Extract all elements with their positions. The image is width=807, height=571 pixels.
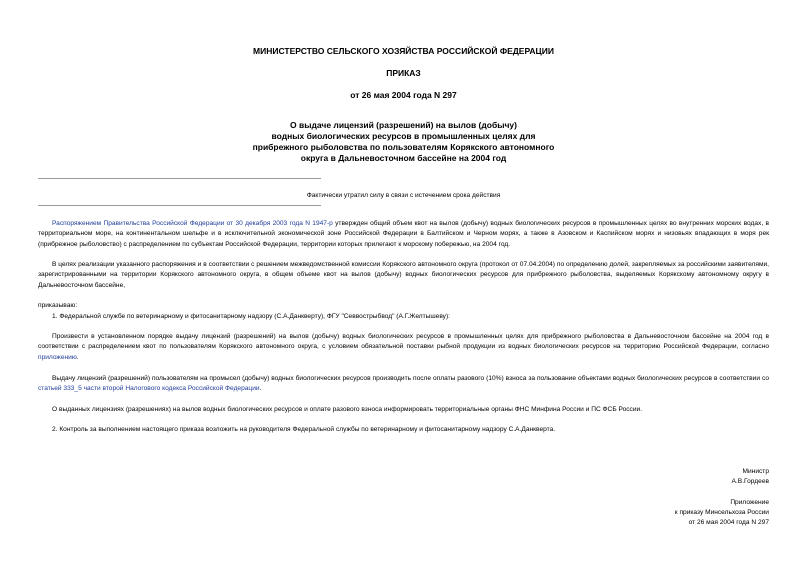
document-date: от 26 мая 2004 года N 297 xyxy=(350,90,457,100)
paragraph-6-end: . xyxy=(259,385,262,393)
status-note: Фактически утратил силу в связи с истечением срока действия xyxy=(306,192,501,199)
paragraph-5-text: Произвести в установленном порядке выдачу лицензий (разрешений) на вылов (добычу) водных биологических ресурсов в промышленных целях для прибрежного рыболовства в Дальневосточном бассейне на 2004 год в соответствии с распределением квот по пользователям Корякского автономного округа, с условием обязательной поставки рыбной продукции из водных биологических ресурсов на территорию Российской Федерации, согласно xyxy=(38,333,769,351)
title-line-4: округа в Дальневосточном бассейне на 2004 год xyxy=(300,153,507,163)
paragraph-5-end: . xyxy=(76,353,79,361)
paragraph-8: 2. Контроль за выполнением настоящего приказа возложить на руководителя Федеральной службы по ветеринарному и фитосанитарному надзору С.А.Данкверта. xyxy=(52,426,556,433)
appendix-label: Приложение xyxy=(730,499,769,506)
tax-code-link[interactable]: статьей 333_5 части второй Налогового кодекса Российской Федерации xyxy=(38,385,260,393)
title-line-2: водных биологических ресурсов в промышленных целях для xyxy=(271,131,536,141)
title-line-1: О выдаче лицензий (разрешений) на вылов (добычу) xyxy=(290,120,517,130)
appendix-reference: к приказу Минсельхоза России xyxy=(674,509,769,516)
paragraph-3: приказываю: xyxy=(38,302,78,309)
ministry-heading: МИНИСТЕРСТВО СЕЛЬСКОГО ХОЗЯЙСТВА РОССИЙСКОЙ ФЕДЕРАЦИИ xyxy=(253,46,554,56)
paragraph-6 xyxy=(38,374,769,395)
document-type: ПРИКАЗ xyxy=(386,68,421,78)
divider-top xyxy=(38,178,321,179)
paragraph-4: 1. Федеральной службе по ветеринарному и фитосанитарному надзору (С.А.Данкверту), ФГУ "Севвострыбвод" (А.Г.Желтышеву): xyxy=(52,313,451,320)
signature-name: А.В.Гордеев xyxy=(731,478,769,485)
signature-position: Министр xyxy=(742,468,769,475)
paragraph-6-text: Выдачу лицензий (разрешений) пользователям на промысел (добычу) водных биологических ресурсов производить после оплаты разового (10%) взноса за пользование объектами водных биологических ресурсов в соответствии со xyxy=(52,375,769,382)
paragraph-5 xyxy=(38,332,769,363)
title-line-3: прибрежного рыболовства по пользователям Корякского автономного xyxy=(252,142,555,152)
appendix-date: от 26 мая 2004 года N 297 xyxy=(688,519,769,526)
divider-bottom xyxy=(38,205,321,206)
paragraph-2: В целях реализации указанного распоряжения и в соответствии с решением межведомственной комиссии Корякского автономного округа (протокол от 07.04.2004) по определению долей, закрепляемых за российскими заявителями, зарегистрированными на территории Корякского автономного округа, в общем объеме квот на вылов (добычу) водных биологических ресурсов для прибрежного рыболовства, выделяемых Корякскому автономному округу в Дальневосточном бассейне, xyxy=(38,261,769,289)
paragraph-1 xyxy=(38,219,769,250)
appendix-link[interactable]: приложению xyxy=(38,353,77,361)
paragraph-7: О выданных лицензиях (разрешениях) на вылов водных биологических ресурсов и оплате разового взноса информировать территориальные органы ФНС Минфина России и ПС ФСБ России. xyxy=(52,406,643,413)
government-order-link[interactable]: Распоряжением Правительства Российской Федерации от 30 декабря 2003 года N 1947-р xyxy=(52,220,333,227)
paragraph-1-text: утвержден общий объем квот на вылов (добычу) водных биологических ресурсов в промышленных целях во внутренних морских водах, в территориальном море, на континентальном шельфе и в исключительной экономической зоне Российской Федерации в Балтийском и Черном морях, а также в Азовском и Каспийском морях и низовьях впадающих в моря рек (прибрежное рыболовство) с распределением по субъектам Российской Федерации, территории которых прилегают к морскому побережью, на 2004 год. xyxy=(38,220,769,248)
